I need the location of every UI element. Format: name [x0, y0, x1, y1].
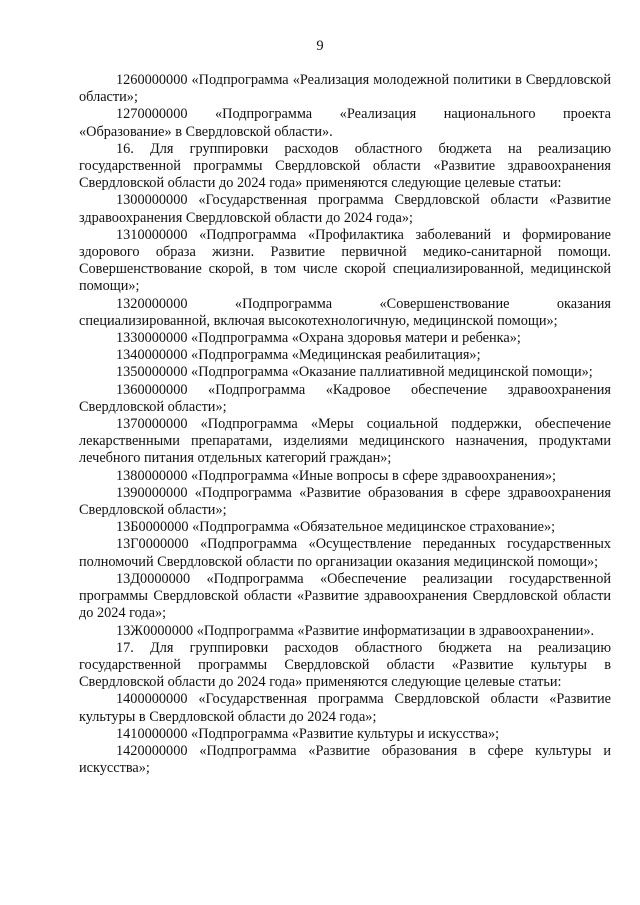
paragraph: 1380000000 «Подпрограмма «Иные вопросы в сфере здравоохранения»;	[116, 467, 556, 484]
paragraph: 1410000000 «Подпрограмма «Развитие культуры и искусства»;	[116, 725, 500, 742]
section-paragraph-17: 17. Для группировки расходов областного бюджета на реализацию государственной программы Свердловской области «Развитие культуры в Свердловской области до 2024 года» применяются следующие целевые статьи:	[79, 639, 611, 691]
paragraph: 1360000000 «Подпрограмма «Кадровое обеспечение здравоохранения Свердловской области»;	[79, 381, 611, 415]
paragraph: 13Ж0000000 «Подпрограмма «Развитие информатизации в здравоохранении».	[116, 622, 595, 639]
paragraph: 1370000000 «Подпрограмма «Меры социальной поддержки, обеспечение лекарственными препаратами, изделиями медицинского назначения, продуктами лечебного питания отдельных категорий граждан»;	[79, 416, 611, 467]
paragraph: 1350000000 «Подпрограмма «Оказание паллиативной медицинской помощи»;	[116, 364, 593, 381]
page-number: 9	[316, 38, 324, 54]
paragraph: 1330000000 «Подпрограмма «Охрана здоровья матери и ребенка»;	[116, 330, 521, 347]
paragraph: 1260000000 «Подпрограмма «Реализация молодежной политики в Свердловской области»;	[79, 72, 611, 106]
paragraph: 13Б0000000 «Подпрограмма «Обязательное медицинское страхование»;	[116, 519, 556, 536]
paragraph: 1420000000 «Подпрограмма «Развитие образования в сфере культуры и искусства»;	[79, 742, 611, 777]
paragraph: 1400000000 «Государственная программа Свердловской области «Развитие культуры в Свердловской области до 2024 года»;	[79, 691, 611, 725]
paragraph: 13Г0000000 «Подпрограмма «Осуществление переданных государственных полномочий Свердловской области по организации оказания медицинской помощи»;	[79, 536, 611, 570]
paragraph: 1270000000 «Подпрограмма «Реализация национального проекта «Образование» в Свердловской области».	[79, 106, 611, 140]
paragraph: 13Д0000000 «Подпрограмма «Обеспечение реализации государственной программы Свердловской области «Развитие здравоохранения Свердловской области до 2024 года»;	[79, 570, 611, 622]
paragraph: 1310000000 «Подпрограмма «Профилактика заболеваний и формирование здорового образа жизни. Развитие первичной медико-санитарной помощи. Совершенствование скорой, в том числе скорой специализированной, медицинской помощи»;	[79, 226, 611, 295]
paragraph: 1320000000 «Подпрограмма «Совершенствование оказания специализированной, включая высокотехнологичную, медицинской помощи»;	[79, 295, 611, 329]
body-text	[79, 72, 611, 777]
paragraph: 1340000000 «Подпрограмма «Медицинская реабилитация»;	[116, 347, 481, 364]
section-paragraph-16: 16. Для группировки расходов областного бюджета на реализацию государственной программы Свердловской области «Развитие здравоохранения Свердловской области до 2024 года» применяются следующие целевые статьи:	[79, 140, 611, 192]
paragraph: 1390000000 «Подпрограмма «Развитие образования в сфере здравоохранения Свердловской области»;	[79, 484, 611, 519]
paragraph: 1300000000 «Государственная программа Свердловской области «Развитие здравоохранения Свердловской области до 2024 года»;	[79, 192, 611, 226]
